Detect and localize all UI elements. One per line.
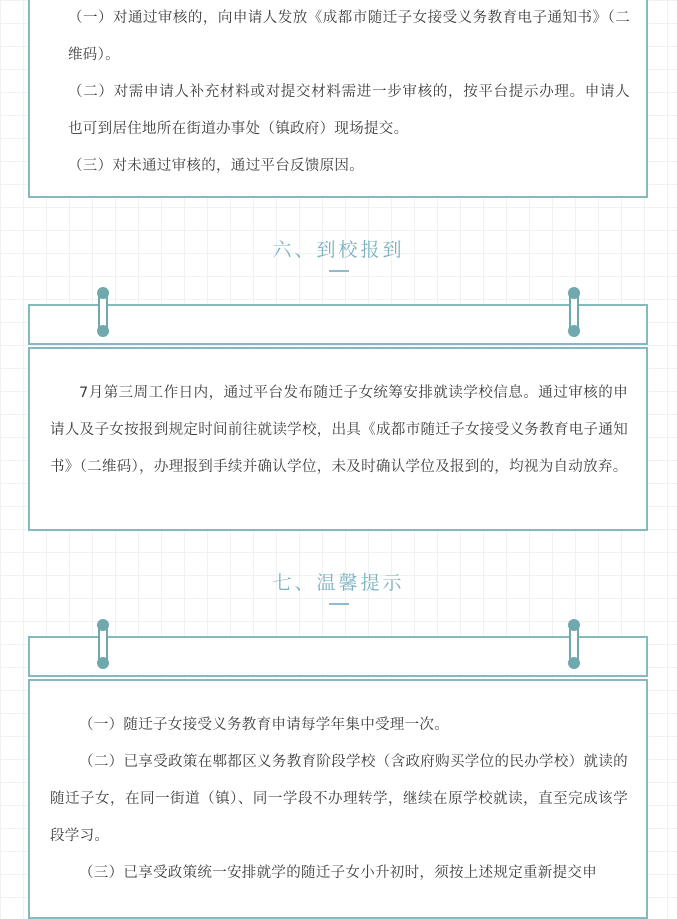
binder-ring-left-7 [98, 623, 108, 665]
section7-header-bar [28, 636, 648, 677]
paragraph-2: （二）对需申请人补充材料或对提交材料需进一步审核的，按平台提示办理。申请人也可到居住地所在街道办事处（镇政府）现场提交。 [68, 84, 630, 137]
tip-2: （二）已享受政策在郫都区义务教育阶段学校（含政府购买学位的民办学校）就读的随迁子女，在同一街道（镇）、同一学段不办理转学，继续在原学校就读，直至完成该学段学习。 [50, 754, 628, 844]
binder-ring-right-7 [569, 623, 579, 665]
section7-card [28, 679, 648, 919]
binder-ring-left-6 [98, 291, 108, 333]
section6-paragraph: 7月第三周工作日内，通过平台发布随迁子女统筹安排就读学校信息。通过审核的申请人及子女按报到规定时间前往就读学校，出具《成都市随迁子女接受义务教育电子通知书》（二维码），办理报到手续并确认学位，未及时确认学位及报到的，均视为自动放弃。 [50, 385, 628, 475]
section-title-7: 七、温馨提示 [272, 572, 405, 594]
binder-ring-right-6 [569, 291, 579, 333]
notice-card-1 [28, 0, 648, 198]
paragraph-1: （一）对通过审核的，向申请人发放《成都市随迁子女接受义务教育电子通知书》（二维码）。 [68, 10, 630, 63]
title-underline-6 [329, 270, 349, 272]
paragraph-3: （三）对未通过审核的，通过平台反馈原因。 [68, 158, 364, 174]
tip-3: （三）已享受政策统一安排就学的随迁子女小升初时，须按上述规定重新提交申 [79, 865, 597, 881]
tip-1: （一）随迁子女接受义务教育申请每学年集中受理一次。 [79, 717, 449, 733]
section6-header-bar [28, 304, 648, 345]
title-underline-7 [329, 603, 349, 605]
section6-card [28, 347, 648, 531]
section-title-6: 六、到校报到 [272, 239, 405, 261]
